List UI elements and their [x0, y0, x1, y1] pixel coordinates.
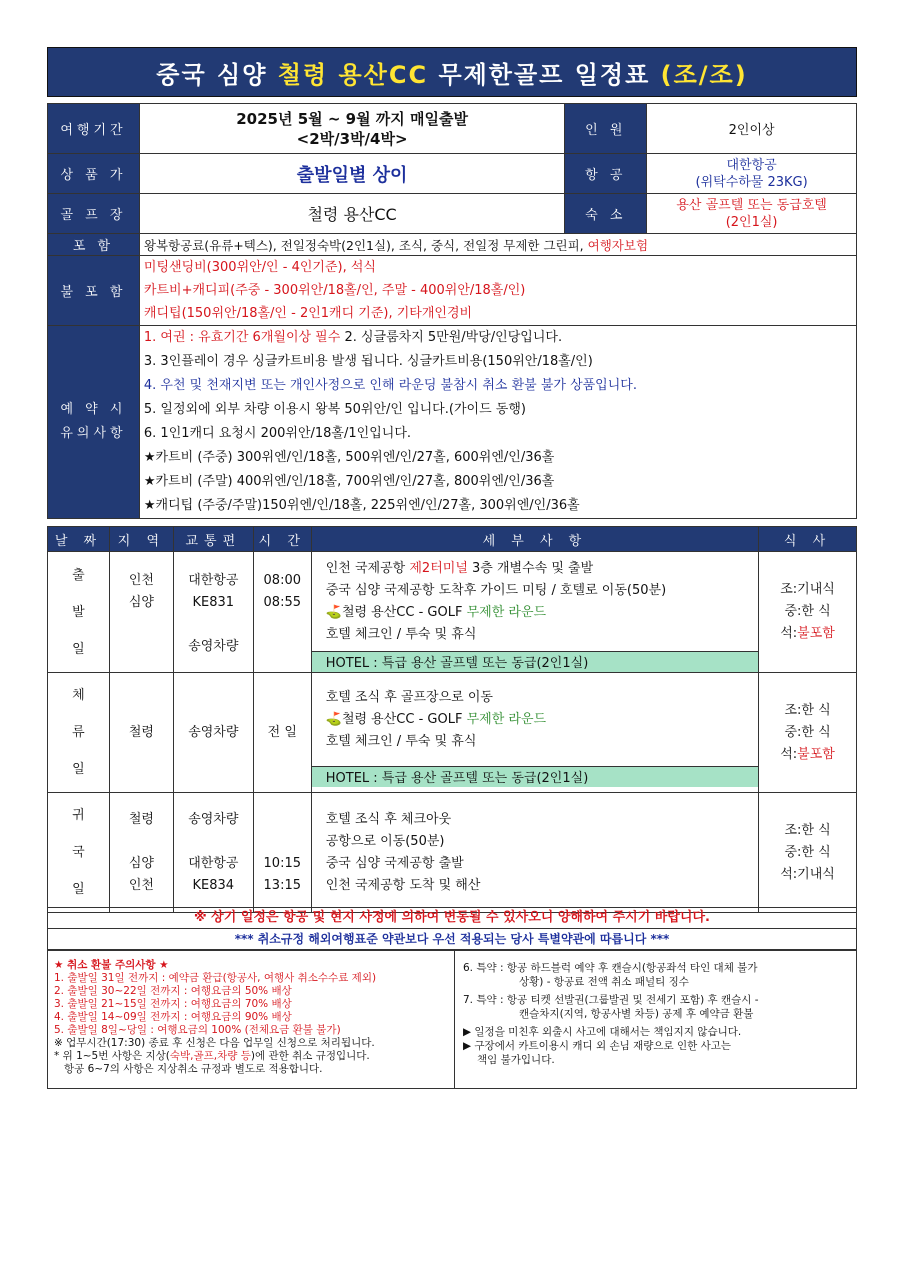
day2-region: 철령 — [109, 673, 173, 793]
day3-meal: 조:한 식 중:한 식 석:기내식 — [759, 793, 857, 913]
day3-label: 귀 국 일 — [48, 793, 110, 913]
price-label: 상 품 가 — [48, 154, 140, 194]
cancel-policy-notice: *** 취소규정 해외여행표준 약관보다 우선 적용되는 당사 특별약관에 따릅니다 *** — [47, 929, 857, 950]
table-row — [48, 673, 857, 793]
schedule-notice: ※ 상기 일정은 항공 및 현지 사정에 의하여 변동될 수 있사오니 양해하여 주시기 바랍니다. — [47, 907, 857, 929]
day2-transport: 송영차량 — [173, 673, 253, 793]
notes-label: 예 약 시 유의사항 — [48, 326, 140, 519]
cancel-section — [47, 950, 857, 1089]
airline-value: 대한항공 (위탁수하물 23KG) — [647, 154, 857, 194]
header-time: 시 간 — [253, 527, 311, 552]
people-value: 2인이상 — [647, 104, 857, 154]
page-title: 중국 심양 철령 용산CC 무제한골프 일정표 (조/조) — [47, 47, 857, 97]
golf-label: 골 프 장 — [48, 194, 140, 234]
people-label: 인 원 — [565, 104, 647, 154]
day1-transport: 대한항공 KE831 송영차량 — [173, 552, 253, 673]
day1-detail: 인천 국제공항 제2터미널 3층 개별수속 및 출발 중국 심양 국제공항 도착후 가이드 미팅 / 호텔로 이동(50분) ⛳철령 용산CC - GOLF 무제한 라운드 호텔 체크인 / 투숙 및 휴식 HOTEL : 특급 용산 골프텔 또는 동급(2인1실) — [311, 552, 758, 673]
header-date: 날 짜 — [48, 527, 110, 552]
period-label: 여행기간 — [48, 104, 140, 154]
day3-time: 10:15 13:15 — [253, 793, 311, 913]
exclude-value: 미팅샌딩비(300위안/인 - 4인기준), 석식 카트비+캐디피(주중 - 300위안/18홀/인, 주말 - 400위안/18홀/인) 캐디팁(150위안/18홀/인 - 2인1캐디 기준), 기타개인경비 — [139, 256, 856, 326]
notes-value: 1. 여권 : 유효기간 6개월이상 필수 2. 싱글룸차지 5만원/박당/인당입니다. 3. 3인플레이 경우 싱글카트비용 발생 됩니다. 싱글카트비용(150위안/18홀/인) 4. 우천 및 천재지변 또는 개인사정으로 인해 라운딩 불참시 취소 환불 불가 상품입니다. 5. 일정외에 외부 차량 이용시 왕복 50위안/인 입니다.(가이드 동행) 6. 1인1캐디 요청시 200위안/18홀/1인입니다. ★카트비 (주중) 300위엔/인/18홀, 500위엔/인/27홀, 600위엔/인/36홀 ★카트비 (주말) 400위엔/인/18홀, 700위엔/인/27홀, 800위엔/인/36홀 ★캐디팁 (주중/주말)150위엔/인/18홀, 225위엔/인/27홀, 300위엔/인/36홀 — [139, 326, 856, 519]
schedule-table — [47, 526, 857, 913]
day1-label: 출 발 일 — [48, 552, 110, 673]
exclude-label: 불 포 함 — [48, 256, 140, 326]
period-value: 2025년 5월 ~ 9월 까지 매일출발 <2박/3박/4박> — [139, 104, 564, 154]
day1-meal: 조:기내식 중:한 식 석:불포함 — [759, 552, 857, 673]
cancel-rules: ★ 취소 환불 주의사항 ★ 1. 출발일 31일 전까지 : 예약금 환급(항공사, 여행사 취소수수료 제외) 2. 출발일 30~22일 전까지 : 여행요금의 50% 배상 3. 출발일 21~15일 전까지 : 여행요금의 70% 배상 4. 출발일 14~09일 전까지 : 여행요금의 90% 배상 5. 출발일 8일~당일 : 여행요금의 100% (전체요금 환불 불가) ※ 업무시간(17:30) 종료 후 신청은 다음 업무일 신청으로 처리됩니다. * 위 1~5번 사항은 지상(숙박,골프,차량 등)에 관한 취소 규정입니다. 항공 6~7의 사항은 지상취소 규정과 별도로 적용합니다. — [48, 951, 455, 1088]
day2-time: 전 일 — [253, 673, 311, 793]
include-value: 왕복항공료(유류+텍스), 전일정숙박(2인1실), 조식, 중식, 전일정 무제한 그린피, 여행자보험 — [139, 234, 856, 256]
day1-hotel: HOTEL : 특급 용산 골프텔 또는 동급(2인1실) — [312, 651, 758, 672]
day3-region: 철령 심양 인천 — [109, 793, 173, 913]
day2-hotel: HOTEL : 특급 용산 골프텔 또는 동급(2인1실) — [312, 766, 758, 787]
header-meal: 식 사 — [759, 527, 857, 552]
golf-value: 철령 용산CC — [139, 194, 564, 234]
day3-transport: 송영차량 대한항공 KE834 — [173, 793, 253, 913]
header-detail: 세 부 사 항 — [311, 527, 758, 552]
table-row — [48, 552, 857, 673]
airline-label: 항 공 — [565, 154, 647, 194]
day3-detail: 호텔 조식 후 체크아웃 공항으로 이동(50분) 중국 심양 국제공항 출발 인천 국제공항 도착 및 해산 — [311, 793, 758, 913]
day1-time: 08:00 08:55 — [253, 552, 311, 673]
include-label: 포 함 — [48, 234, 140, 256]
hotel-value: 용산 골프텔 또는 동급호텔 (2인1실) — [647, 194, 857, 234]
special-terms: 6. 특약 : 항공 하드블럭 예약 후 캔슬시(항공좌석 타인 대체 불가 상황) - 항공료 전액 취소 패널티 징수 7. 특약 : 항공 티켓 선발권(그룹발권 및 전세기 포함) 후 캔슬시 - 캔슬차지(지역, 항공사별 차등) 공제 후 예약금 환불 ▶ 일정을 미친후 외출시 사고에 대해서는 책임지지 않습니다. ▶ 구장에서 카트이용시 캐디 외 손님 재량으로 인한 사고는 책임 불가입니다. — [463, 962, 759, 1066]
price-value: 출발일별 상이 — [139, 154, 564, 194]
day2-meal: 조:한 식 중:한 식 석:불포함 — [759, 673, 857, 793]
day2-detail: 호텔 조식 후 골프장으로 이동 ⛳철령 용산CC - GOLF 무제한 라운드 호텔 체크인 / 투숙 및 휴식 HOTEL : 특급 용산 골프텔 또는 동급(2인1실) — [311, 673, 758, 793]
header-transport: 교통편 — [173, 527, 253, 552]
golf-flag-icon: ⛳ — [325, 712, 342, 727]
info-table — [47, 103, 857, 519]
table-row — [48, 793, 857, 913]
golf-flag-icon: ⛳ — [325, 605, 342, 620]
day1-region: 인천 심양 — [109, 552, 173, 673]
hotel-label: 숙 소 — [565, 194, 647, 234]
day2-label: 체 류 일 — [48, 673, 110, 793]
header-region: 지 역 — [109, 527, 173, 552]
